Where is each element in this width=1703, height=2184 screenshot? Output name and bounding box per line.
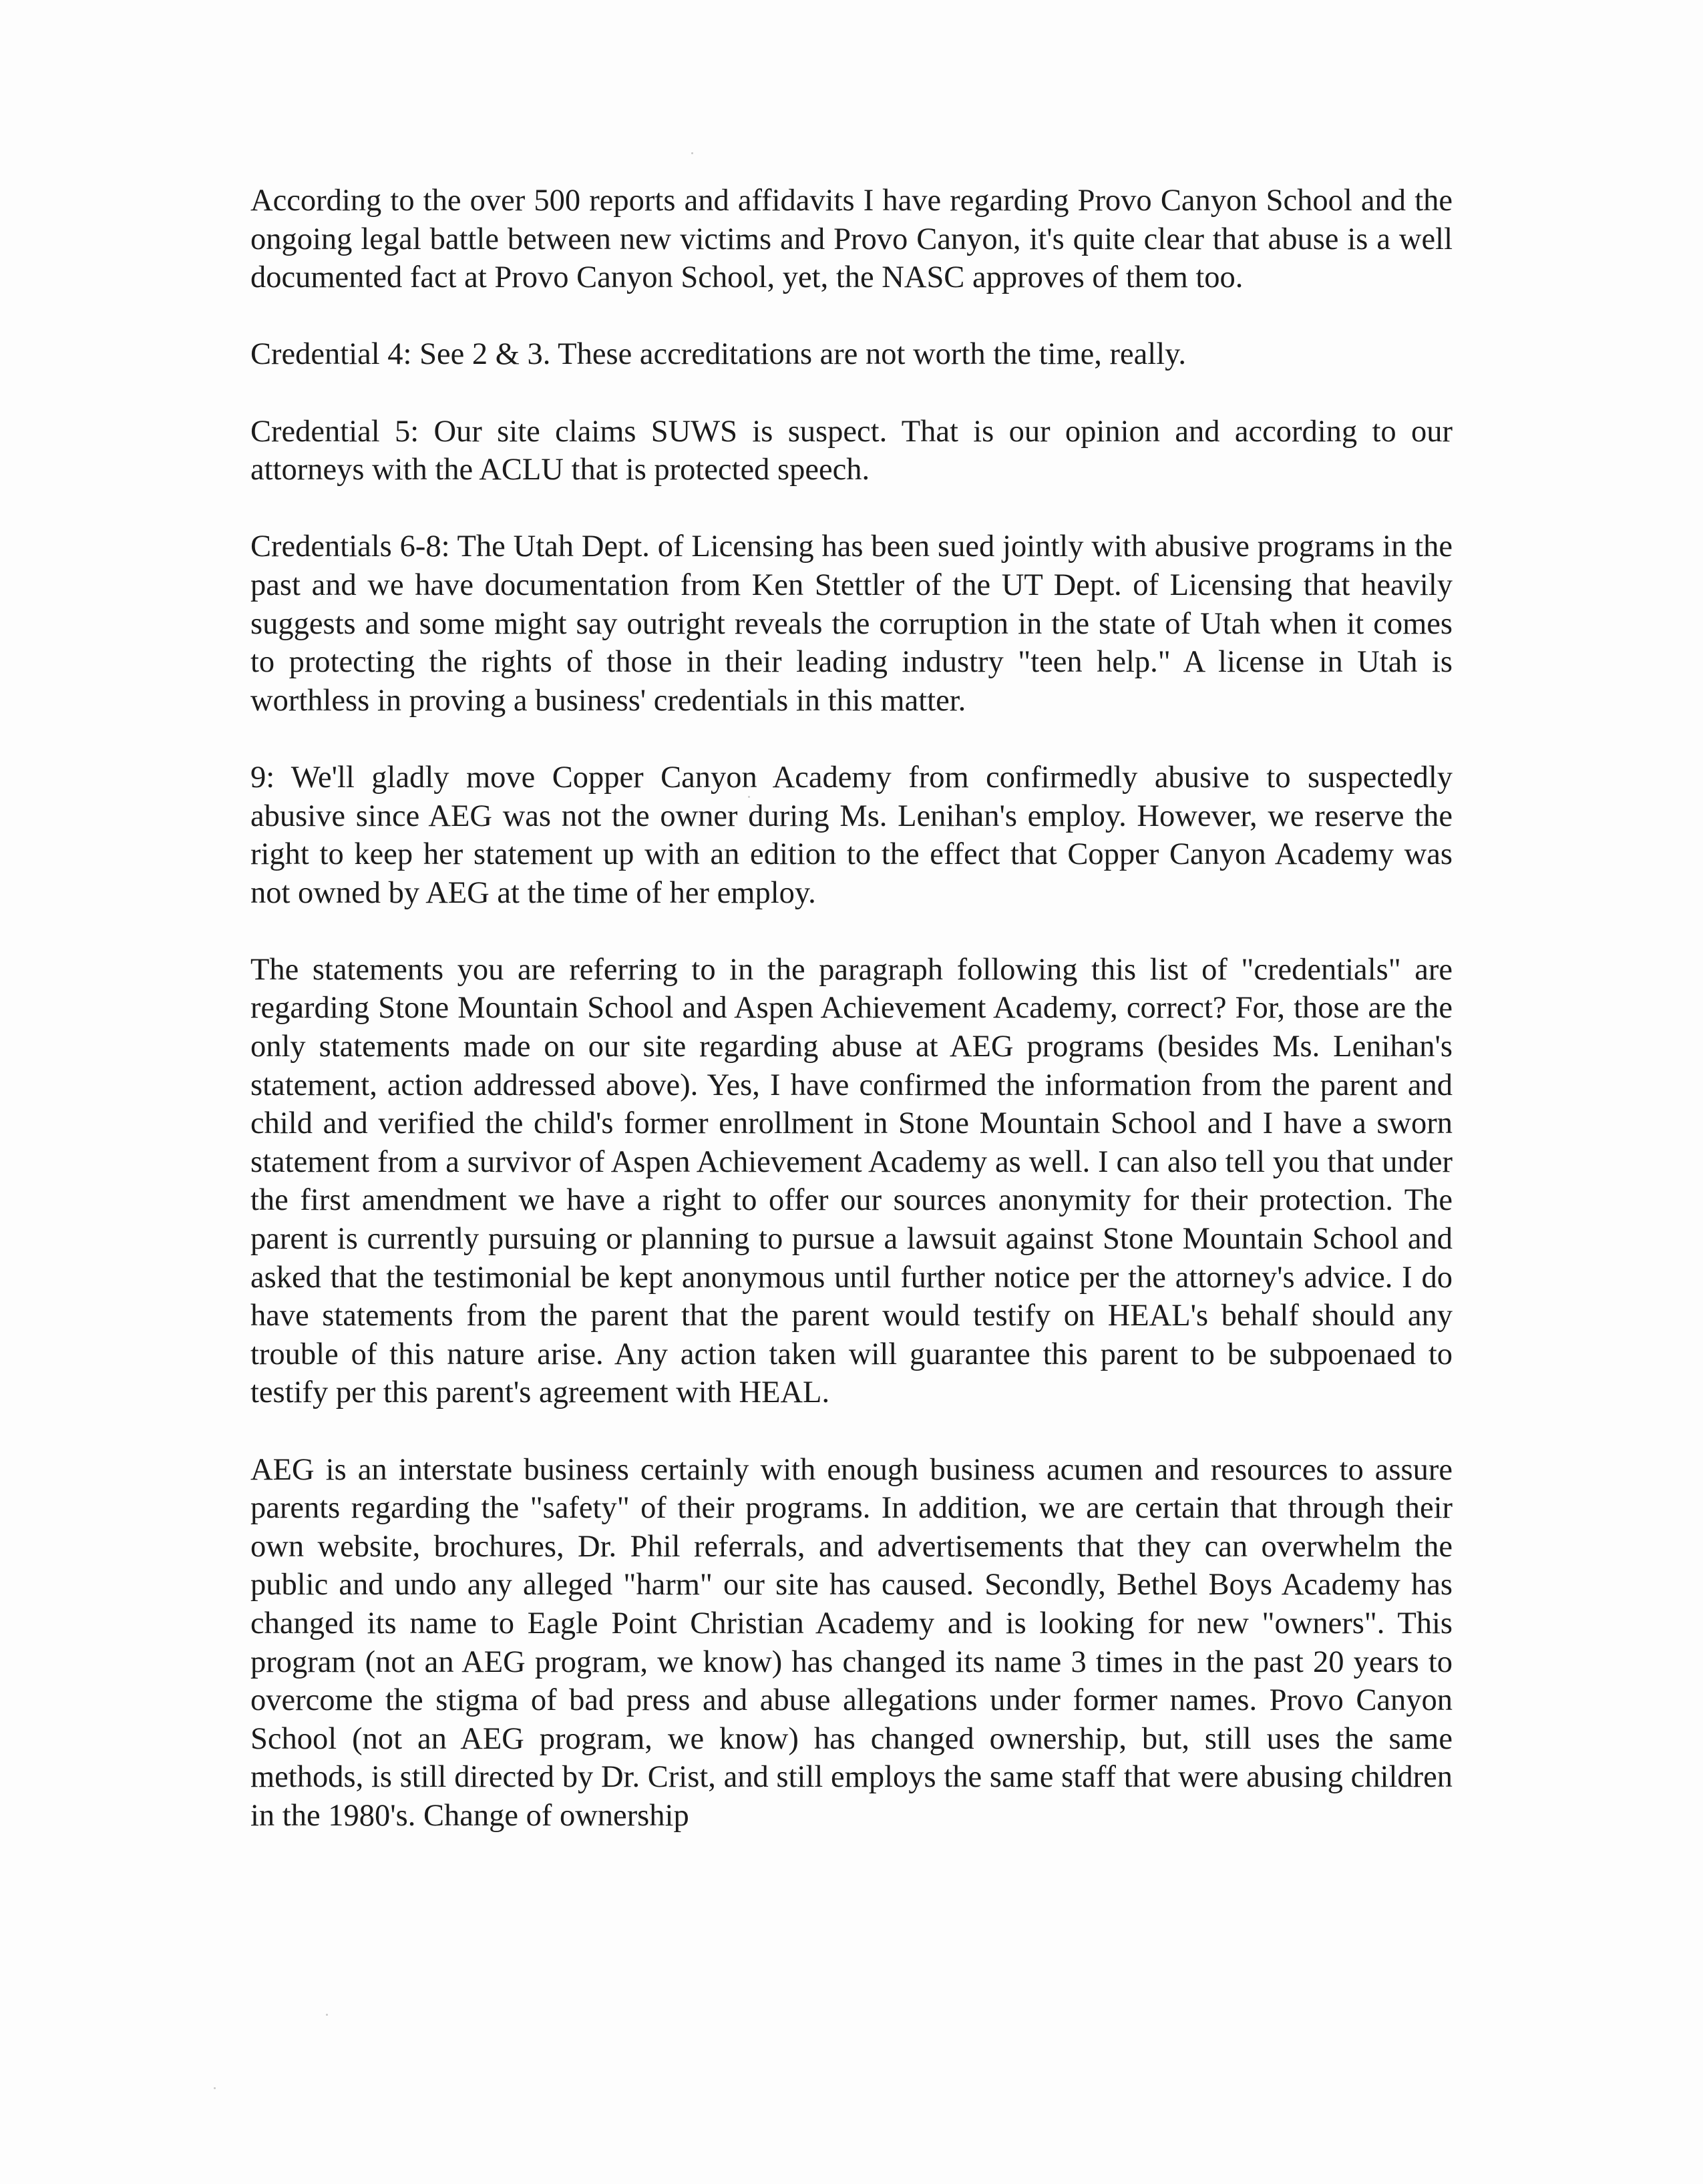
paragraph-aeg-business: AEG is an interstate business certainly with enough business acumen and resources to assure parents regarding the "safety" of their programs. In addition, we are certain that through their own website, brochures, Dr. Phil referrals, and advertisements that they can overwhelm the public and undo any alleged "harm" our site has caused. Secondly, Bethel Boys Academy has changed its name to Eagle Point Christian Academy and is looking for new "owners". This program (not an AEG program, we know) has changed its name 3 times in the past 20 years to overcome the stigma of bad press and abuse allegations under former names. Provo Canyon School (not an AEG program, we know) has changed ownership, but, still uses the same methods, is still directed by Dr. Crist, and still employs the same staff that were abusing children in the 1980's. Change of ownership — [250, 1452, 1453, 1833]
paragraph-credentials-6-8: Credentials 6-8: The Utah Dept. of Licensing has been sued jointly with abusive programs in the past and we have documentation from Ken Stettler of the UT Dept. of Licensing that heavily suggests and some might say outright reveals the corruption in the state of Utah when it comes to protecting the rights of those in their leading industry "teen help." A license in Utah is worthless in proving a business' credentials in this matter. — [250, 529, 1453, 718]
scan-speck — [326, 2014, 328, 2016]
scan-speck — [691, 152, 693, 154]
scan-speck — [214, 2087, 216, 2089]
paragraph-credential-4: Credential 4: See 2 & 3. These accreditations are not worth the time, really. — [250, 337, 1186, 372]
paragraph-statements: The statements you are referring to in the paragraph following this list of "credentials" are regarding Stone Mountain School and Aspen Achievement Academy, correct? For, those are the only statements made on our site regarding abuse at AEG programs (besides Ms. Lenihan's statement, action addressed above). Yes, I have confirmed the information from the parent and child and verified the child's former enrollment in Stone Mountain School and I have a sworn statement from a survivor of Aspen Achievement Academy as well. I can also tell you that under the first amendment we have a right to offer our sources anonymity for their protection. The parent is currently pursuing or planning to pursue a lawsuit against Stone Mountain School and asked that the testimonial be kept anonymous until further notice per the attorney's advice. I do have statements from the parent that the parent would testify on HEAL's behalf should any trouble of this nature arise. Any action taken will guarantee this parent to be subpoenaed to testify per this parent's agreement with HEAL. — [250, 952, 1453, 1410]
paragraph-credential-5: Credential 5: Our site claims SUWS is suspect. That is our opinion and according to our attorneys with the ACLU that is protected speech. — [250, 414, 1453, 487]
letter-body — [250, 182, 1453, 1835]
paragraph-item-9: 9: We'll gladly move Copper Canyon Academy from confirmedly abusive to suspectedly abusive since AEG was not the owner during Ms. Lenihan's employ. However, we reserve the right to keep her statement up with an edition to the effect that Copper Canyon Academy was not owned by AEG at the time of her employ. — [250, 760, 1453, 910]
paragraph-provo-canyon: According to the over 500 reports and affidavits I have regarding Provo Canyon School and the ongoing legal battle between new victims and Provo Canyon, it's quite clear that abuse is a well documented fact at Provo Canyon School, yet, the NASC approves of them too. — [250, 184, 1453, 295]
